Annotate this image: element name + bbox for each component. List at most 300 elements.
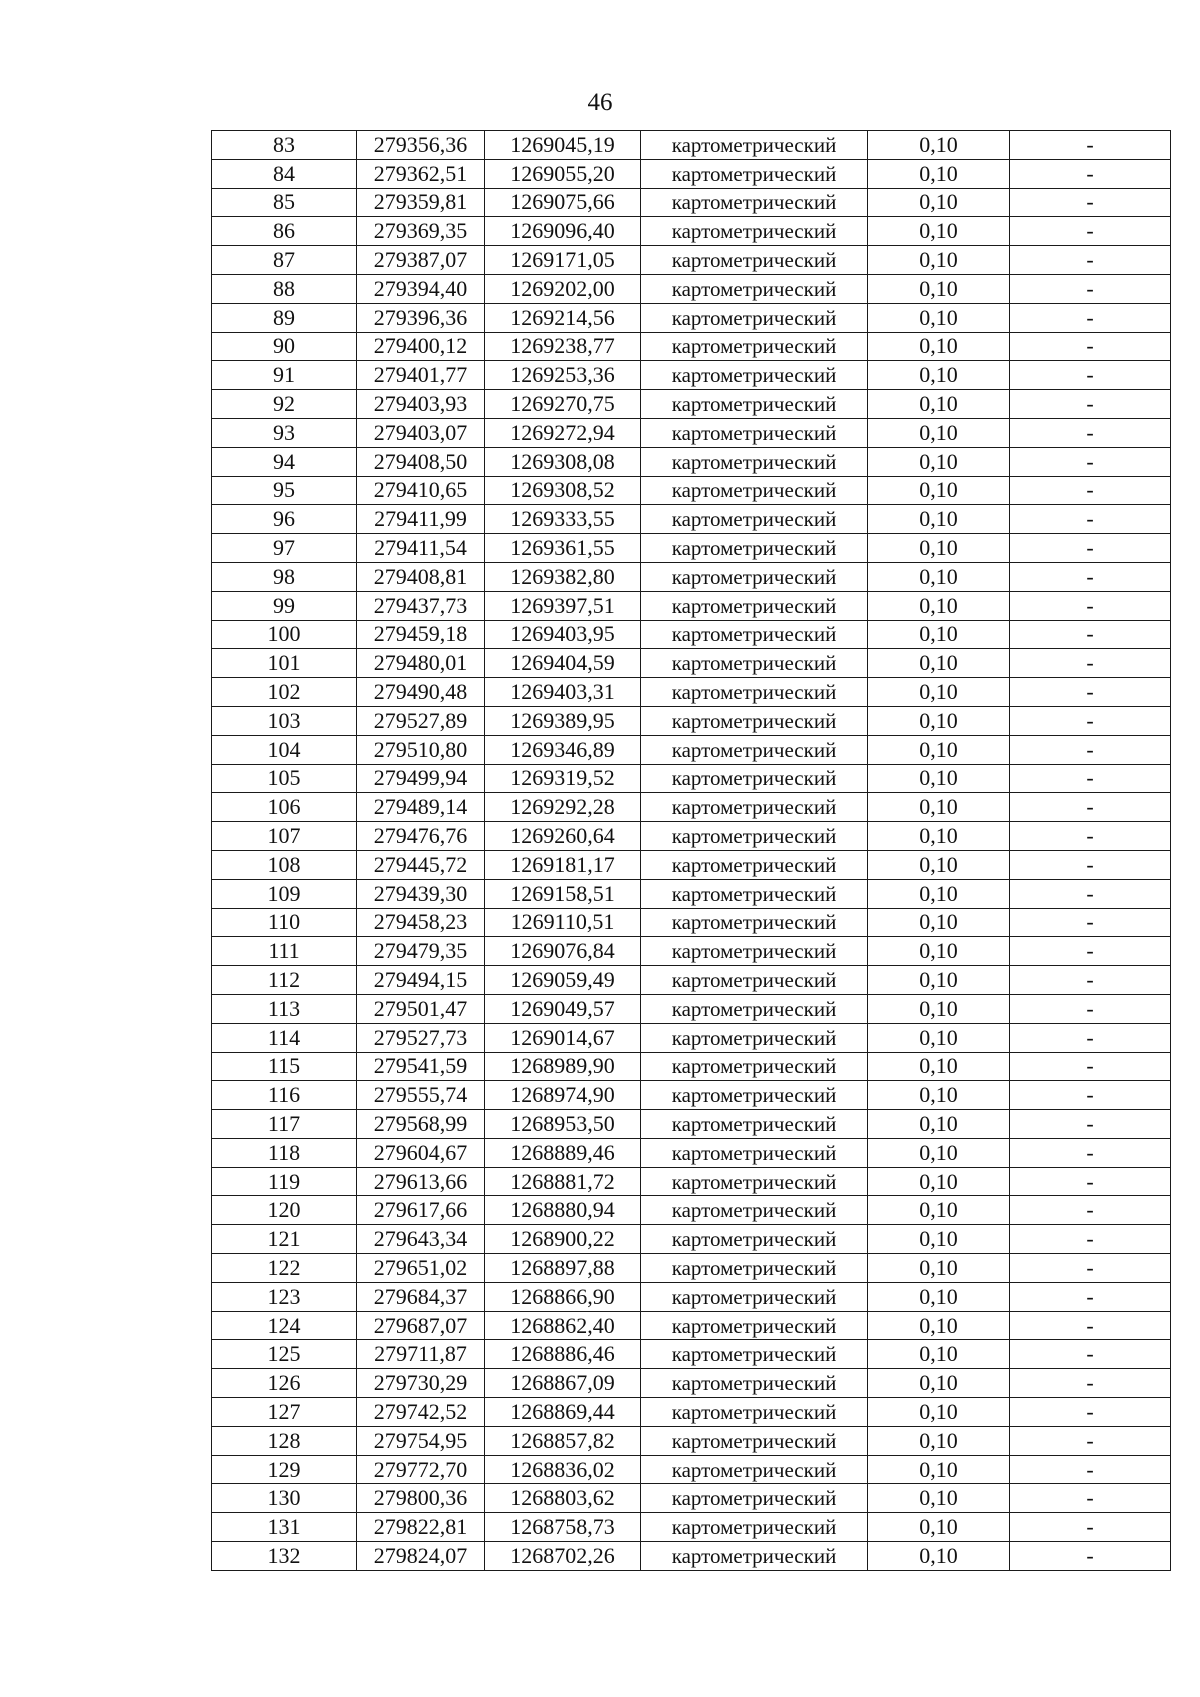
point-number-cell: 92 [212, 390, 357, 419]
table-row [212, 303, 1171, 332]
point-number-cell: 107 [212, 822, 357, 851]
coord-x-cell: 279459,18 [357, 620, 485, 649]
coord-y-cell: 1268900,22 [485, 1225, 641, 1254]
accuracy-cell: 0,10 [868, 1282, 1010, 1311]
table-row [212, 966, 1171, 995]
coord-y-cell: 1269260,64 [485, 822, 641, 851]
description-cell: - [1010, 274, 1171, 303]
coord-y-cell: 1269308,08 [485, 447, 641, 476]
method-cell: картометрический [641, 1196, 868, 1225]
accuracy-cell: 0,10 [868, 332, 1010, 361]
point-number-cell: 97 [212, 534, 357, 563]
method-cell: картометрический [641, 591, 868, 620]
table-row [212, 1167, 1171, 1196]
coord-x-cell: 279501,47 [357, 994, 485, 1023]
point-number-cell: 110 [212, 908, 357, 937]
description-cell: - [1010, 159, 1171, 188]
method-cell: картометрический [641, 1455, 868, 1484]
coord-y-cell: 1269272,94 [485, 418, 641, 447]
coord-x-cell: 279403,93 [357, 390, 485, 419]
accuracy-cell: 0,10 [868, 1542, 1010, 1571]
coord-x-cell: 279439,30 [357, 879, 485, 908]
point-number-cell: 112 [212, 966, 357, 995]
coord-x-cell: 279489,14 [357, 793, 485, 822]
point-number-cell: 132 [212, 1542, 357, 1571]
method-cell: картометрический [641, 1023, 868, 1052]
point-number-cell: 111 [212, 937, 357, 966]
method-cell: картометрический [641, 361, 868, 390]
accuracy-cell: 0,10 [868, 217, 1010, 246]
accuracy-cell: 0,10 [868, 1110, 1010, 1139]
coord-y-cell: 1269403,95 [485, 620, 641, 649]
table-row [212, 879, 1171, 908]
method-cell: картометрический [641, 735, 868, 764]
coord-y-cell: 1268880,94 [485, 1196, 641, 1225]
coord-x-cell: 279824,07 [357, 1542, 485, 1571]
method-cell: картометрический [641, 793, 868, 822]
method-cell: картометрический [641, 217, 868, 246]
table-row [212, 620, 1171, 649]
point-number-cell: 118 [212, 1138, 357, 1167]
accuracy-cell: 0,10 [868, 1167, 1010, 1196]
table-row [212, 1542, 1171, 1571]
coord-y-cell: 1268889,46 [485, 1138, 641, 1167]
table-row [212, 706, 1171, 735]
coord-y-cell: 1269361,55 [485, 534, 641, 563]
coord-x-cell: 279604,67 [357, 1138, 485, 1167]
method-cell: картометрический [641, 534, 868, 563]
description-cell: - [1010, 390, 1171, 419]
method-cell: картометрический [641, 1426, 868, 1455]
coord-x-cell: 279568,99 [357, 1110, 485, 1139]
method-cell: картометрический [641, 332, 868, 361]
coord-y-cell: 1269292,28 [485, 793, 641, 822]
point-number-cell: 122 [212, 1254, 357, 1283]
point-number-cell: 126 [212, 1369, 357, 1398]
method-cell: картометрический [641, 562, 868, 591]
coord-x-cell: 279403,07 [357, 418, 485, 447]
point-number-cell: 117 [212, 1110, 357, 1139]
coord-y-cell: 1268989,90 [485, 1052, 641, 1081]
coord-x-cell: 279387,07 [357, 246, 485, 275]
coord-y-cell: 1268953,50 [485, 1110, 641, 1139]
method-cell: картометрический [641, 706, 868, 735]
accuracy-cell: 0,10 [868, 1340, 1010, 1369]
coord-y-cell: 1269045,19 [485, 131, 641, 160]
accuracy-cell: 0,10 [868, 1455, 1010, 1484]
description-cell: - [1010, 649, 1171, 678]
description-cell: - [1010, 1023, 1171, 1052]
coord-x-cell: 279527,89 [357, 706, 485, 735]
accuracy-cell: 0,10 [868, 188, 1010, 217]
method-cell: картометрический [641, 620, 868, 649]
description-cell: - [1010, 1282, 1171, 1311]
accuracy-cell: 0,10 [868, 1052, 1010, 1081]
table-row [212, 908, 1171, 937]
method-cell: картометрический [641, 678, 868, 707]
table-row [212, 1282, 1171, 1311]
coord-y-cell: 1268869,44 [485, 1398, 641, 1427]
table-row [212, 1254, 1171, 1283]
point-number-cell: 116 [212, 1081, 357, 1110]
coord-y-cell: 1268857,82 [485, 1426, 641, 1455]
coord-y-cell: 1268758,73 [485, 1513, 641, 1542]
coord-x-cell: 279479,35 [357, 937, 485, 966]
table-row [212, 131, 1171, 160]
coord-y-cell: 1269181,17 [485, 850, 641, 879]
point-number-cell: 99 [212, 591, 357, 620]
method-cell: картометрический [641, 850, 868, 879]
coord-x-cell: 279742,52 [357, 1398, 485, 1427]
description-cell: - [1010, 678, 1171, 707]
method-cell: картометрический [641, 1138, 868, 1167]
coord-x-cell: 279711,87 [357, 1340, 485, 1369]
method-cell: картометрический [641, 505, 868, 534]
description-cell: - [1010, 1513, 1171, 1542]
coord-y-cell: 1269346,89 [485, 735, 641, 764]
method-cell: картометрический [641, 908, 868, 937]
coord-x-cell: 279394,40 [357, 274, 485, 303]
accuracy-cell: 0,10 [868, 159, 1010, 188]
accuracy-cell: 0,10 [868, 1369, 1010, 1398]
coord-y-cell: 1268897,88 [485, 1254, 641, 1283]
accuracy-cell: 0,10 [868, 303, 1010, 332]
accuracy-cell: 0,10 [868, 994, 1010, 1023]
point-number-cell: 123 [212, 1282, 357, 1311]
accuracy-cell: 0,10 [868, 966, 1010, 995]
table-row [212, 534, 1171, 563]
point-number-cell: 98 [212, 562, 357, 591]
table-row [212, 1426, 1171, 1455]
table-row [212, 735, 1171, 764]
coord-y-cell: 1269389,95 [485, 706, 641, 735]
point-number-cell: 91 [212, 361, 357, 390]
accuracy-cell: 0,10 [868, 1484, 1010, 1513]
coordinates-table-body [212, 131, 1171, 1571]
coord-y-cell: 1269055,20 [485, 159, 641, 188]
method-cell: картометрический [641, 447, 868, 476]
description-cell: - [1010, 908, 1171, 937]
coord-x-cell: 279480,01 [357, 649, 485, 678]
point-number-cell: 120 [212, 1196, 357, 1225]
description-cell: - [1010, 706, 1171, 735]
accuracy-cell: 0,10 [868, 390, 1010, 419]
table-row [212, 390, 1171, 419]
table-row [212, 1110, 1171, 1139]
point-number-cell: 114 [212, 1023, 357, 1052]
description-cell: - [1010, 217, 1171, 246]
coord-x-cell: 279411,99 [357, 505, 485, 534]
coord-x-cell: 279499,94 [357, 764, 485, 793]
description-cell: - [1010, 1340, 1171, 1369]
description-cell: - [1010, 131, 1171, 160]
point-number-cell: 84 [212, 159, 357, 188]
accuracy-cell: 0,10 [868, 620, 1010, 649]
description-cell: - [1010, 1225, 1171, 1254]
coord-y-cell: 1269014,67 [485, 1023, 641, 1052]
table-row [212, 850, 1171, 879]
accuracy-cell: 0,10 [868, 649, 1010, 678]
method-cell: картометрический [641, 1340, 868, 1369]
table-row [212, 1052, 1171, 1081]
description-cell: - [1010, 966, 1171, 995]
page-number: 46 [587, 89, 613, 116]
coord-y-cell: 1268702,26 [485, 1542, 641, 1571]
method-cell: картометрический [641, 1484, 868, 1513]
coord-x-cell: 279401,77 [357, 361, 485, 390]
point-number-cell: 94 [212, 447, 357, 476]
table-row [212, 1398, 1171, 1427]
accuracy-cell: 0,10 [868, 1196, 1010, 1225]
coordinates-table [211, 130, 1171, 1571]
method-cell: картометрический [641, 390, 868, 419]
description-cell: - [1010, 505, 1171, 534]
coord-y-cell: 1269238,77 [485, 332, 641, 361]
method-cell: картометрический [641, 1369, 868, 1398]
description-cell: - [1010, 1196, 1171, 1225]
accuracy-cell: 0,10 [868, 706, 1010, 735]
description-cell: - [1010, 1167, 1171, 1196]
method-cell: картометрический [641, 1311, 868, 1340]
coord-y-cell: 1269059,49 [485, 966, 641, 995]
coord-x-cell: 279510,80 [357, 735, 485, 764]
description-cell: - [1010, 1254, 1171, 1283]
description-cell: - [1010, 361, 1171, 390]
description-cell: - [1010, 188, 1171, 217]
description-cell: - [1010, 447, 1171, 476]
description-cell: - [1010, 332, 1171, 361]
coord-x-cell: 279684,37 [357, 1282, 485, 1311]
coord-y-cell: 1269202,00 [485, 274, 641, 303]
description-cell: - [1010, 822, 1171, 851]
coord-y-cell: 1269403,31 [485, 678, 641, 707]
point-number-cell: 105 [212, 764, 357, 793]
coord-y-cell: 1269404,59 [485, 649, 641, 678]
table-row [212, 937, 1171, 966]
accuracy-cell: 0,10 [868, 1398, 1010, 1427]
method-cell: картометрический [641, 649, 868, 678]
accuracy-cell: 0,10 [868, 361, 1010, 390]
accuracy-cell: 0,10 [868, 246, 1010, 275]
coord-x-cell: 279613,66 [357, 1167, 485, 1196]
point-number-cell: 95 [212, 476, 357, 505]
point-number-cell: 125 [212, 1340, 357, 1369]
accuracy-cell: 0,10 [868, 447, 1010, 476]
table-row [212, 217, 1171, 246]
method-cell: картометрический [641, 937, 868, 966]
table-row [212, 505, 1171, 534]
table-row [212, 562, 1171, 591]
coord-x-cell: 279494,15 [357, 966, 485, 995]
coord-x-cell: 279490,48 [357, 678, 485, 707]
table-row [212, 1225, 1171, 1254]
accuracy-cell: 0,10 [868, 1426, 1010, 1455]
table-row [212, 1369, 1171, 1398]
point-number-cell: 109 [212, 879, 357, 908]
accuracy-cell: 0,10 [868, 274, 1010, 303]
description-cell: - [1010, 1542, 1171, 1571]
point-number-cell: 115 [212, 1052, 357, 1081]
coord-y-cell: 1268866,90 [485, 1282, 641, 1311]
description-cell: - [1010, 562, 1171, 591]
description-cell: - [1010, 1081, 1171, 1110]
point-number-cell: 119 [212, 1167, 357, 1196]
description-cell: - [1010, 591, 1171, 620]
table-row [212, 447, 1171, 476]
table-row [212, 1081, 1171, 1110]
coord-x-cell: 279541,59 [357, 1052, 485, 1081]
description-cell: - [1010, 476, 1171, 505]
coord-x-cell: 279527,73 [357, 1023, 485, 1052]
coord-x-cell: 279730,29 [357, 1369, 485, 1398]
table-row [212, 274, 1171, 303]
accuracy-cell: 0,10 [868, 879, 1010, 908]
coord-x-cell: 279458,23 [357, 908, 485, 937]
coord-x-cell: 279754,95 [357, 1426, 485, 1455]
coord-x-cell: 279396,36 [357, 303, 485, 332]
coord-y-cell: 1269214,56 [485, 303, 641, 332]
point-number-cell: 130 [212, 1484, 357, 1513]
coord-y-cell: 1269075,66 [485, 188, 641, 217]
accuracy-cell: 0,10 [868, 850, 1010, 879]
table-row [212, 1513, 1171, 1542]
table-row [212, 1455, 1171, 1484]
method-cell: картометрический [641, 994, 868, 1023]
method-cell: картометрический [641, 1542, 868, 1571]
coord-x-cell: 279410,65 [357, 476, 485, 505]
accuracy-cell: 0,10 [868, 591, 1010, 620]
method-cell: картометрический [641, 476, 868, 505]
point-number-cell: 102 [212, 678, 357, 707]
coord-x-cell: 279408,81 [357, 562, 485, 591]
accuracy-cell: 0,10 [868, 764, 1010, 793]
point-number-cell: 101 [212, 649, 357, 678]
point-number-cell: 85 [212, 188, 357, 217]
description-cell: - [1010, 1455, 1171, 1484]
accuracy-cell: 0,10 [868, 476, 1010, 505]
coord-y-cell: 1268836,02 [485, 1455, 641, 1484]
method-cell: картометрический [641, 1513, 868, 1542]
coord-x-cell: 279651,02 [357, 1254, 485, 1283]
accuracy-cell: 0,10 [868, 1254, 1010, 1283]
coord-y-cell: 1268862,40 [485, 1311, 641, 1340]
method-cell: картометрический [641, 246, 868, 275]
accuracy-cell: 0,10 [868, 1311, 1010, 1340]
method-cell: картометрический [641, 1167, 868, 1196]
point-number-cell: 108 [212, 850, 357, 879]
coord-y-cell: 1269096,40 [485, 217, 641, 246]
table-row [212, 418, 1171, 447]
description-cell: - [1010, 1398, 1171, 1427]
accuracy-cell: 0,10 [868, 1513, 1010, 1542]
point-number-cell: 83 [212, 131, 357, 160]
method-cell: картометрический [641, 188, 868, 217]
point-number-cell: 129 [212, 1455, 357, 1484]
table-row [212, 1138, 1171, 1167]
coord-x-cell: 279408,50 [357, 447, 485, 476]
description-cell: - [1010, 879, 1171, 908]
point-number-cell: 100 [212, 620, 357, 649]
method-cell: картометрический [641, 879, 868, 908]
table-row [212, 159, 1171, 188]
table-row [212, 1196, 1171, 1225]
description-cell: - [1010, 850, 1171, 879]
coord-y-cell: 1269382,80 [485, 562, 641, 591]
coord-x-cell: 279800,36 [357, 1484, 485, 1513]
table-row [212, 361, 1171, 390]
accuracy-cell: 0,10 [868, 678, 1010, 707]
point-number-cell: 96 [212, 505, 357, 534]
coord-x-cell: 279476,76 [357, 822, 485, 851]
description-cell: - [1010, 994, 1171, 1023]
description-cell: - [1010, 1110, 1171, 1139]
coord-y-cell: 1268867,09 [485, 1369, 641, 1398]
table-row [212, 1484, 1171, 1513]
coord-x-cell: 279437,73 [357, 591, 485, 620]
accuracy-cell: 0,10 [868, 1081, 1010, 1110]
coord-y-cell: 1269333,55 [485, 505, 641, 534]
coord-x-cell: 279617,66 [357, 1196, 485, 1225]
description-cell: - [1010, 1138, 1171, 1167]
point-number-cell: 89 [212, 303, 357, 332]
coord-y-cell: 1269270,75 [485, 390, 641, 419]
coord-x-cell: 279411,54 [357, 534, 485, 563]
method-cell: картометрический [641, 1254, 868, 1283]
accuracy-cell: 0,10 [868, 1138, 1010, 1167]
method-cell: картометрический [641, 966, 868, 995]
method-cell: картометрический [641, 159, 868, 188]
table-row [212, 649, 1171, 678]
method-cell: картометрический [641, 822, 868, 851]
coord-x-cell: 279359,81 [357, 188, 485, 217]
point-number-cell: 106 [212, 793, 357, 822]
accuracy-cell: 0,10 [868, 937, 1010, 966]
coord-x-cell: 279822,81 [357, 1513, 485, 1542]
coord-y-cell: 1269049,57 [485, 994, 641, 1023]
point-number-cell: 88 [212, 274, 357, 303]
coord-x-cell: 279772,70 [357, 1455, 485, 1484]
table-row [212, 822, 1171, 851]
accuracy-cell: 0,10 [868, 822, 1010, 851]
accuracy-cell: 0,10 [868, 505, 1010, 534]
coord-x-cell: 279369,35 [357, 217, 485, 246]
table-row [212, 994, 1171, 1023]
coord-y-cell: 1269253,36 [485, 361, 641, 390]
coord-x-cell: 279643,34 [357, 1225, 485, 1254]
table-row [212, 678, 1171, 707]
coord-y-cell: 1269319,52 [485, 764, 641, 793]
description-cell: - [1010, 620, 1171, 649]
point-number-cell: 86 [212, 217, 357, 246]
accuracy-cell: 0,10 [868, 908, 1010, 937]
description-cell: - [1010, 418, 1171, 447]
description-cell: - [1010, 1426, 1171, 1455]
coord-y-cell: 1269171,05 [485, 246, 641, 275]
description-cell: - [1010, 793, 1171, 822]
method-cell: картометрический [641, 1398, 868, 1427]
table-row [212, 793, 1171, 822]
table-row [212, 1023, 1171, 1052]
point-number-cell: 103 [212, 706, 357, 735]
table-row [212, 188, 1171, 217]
coord-y-cell: 1268803,62 [485, 1484, 641, 1513]
description-cell: - [1010, 1052, 1171, 1081]
point-number-cell: 128 [212, 1426, 357, 1455]
coord-y-cell: 1269158,51 [485, 879, 641, 908]
table-row [212, 1311, 1171, 1340]
point-number-cell: 90 [212, 332, 357, 361]
method-cell: картометрический [641, 131, 868, 160]
